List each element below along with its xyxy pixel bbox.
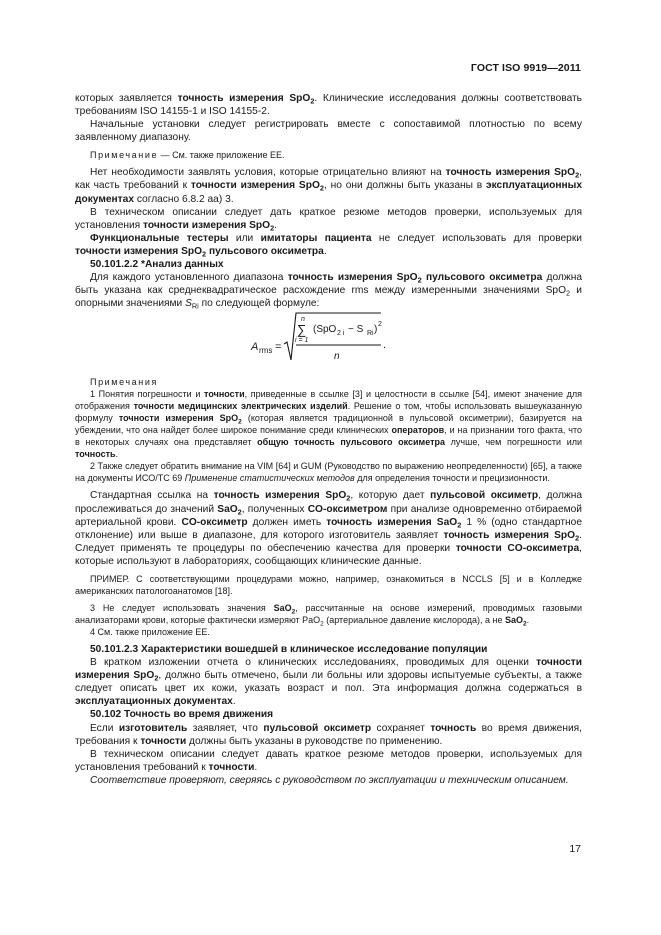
notes-heading: Примечания [90,377,158,388]
paragraph-9: Если изготовитель заявляет, что пульсовой оксиметр сохраняет точность во время движения, требования к точности должны быть указаны в руководстве по применению. [75,722,582,747]
paragraph-6: Для каждого установленного диапазона точность измерения SpO$_2$ пульсового оксиметра должна быть указана как среднеквадратическое расхождение rms между измеренными значениями SpO$_2$ и опорными значениями $S_{Ri}$ по следующей формуле: [75,272,582,311]
paragraph-3: Нет необходимости заявлять условия, которые отрицательно влияют на точность измерения SpO$_2$, как часть требований к точности измерения SpO$_2$, но они должны быть указаны в эксплуатационных документах согласно 6.8.2 аа) 3. [75,167,582,205]
sum-sign: ∑ [297,322,307,338]
paragraph-8: В кратком изложении отчета о клинических исследованиях, проводимых для оценки точности измерения SpO$_2$, должно быть отмечено, были ли больны или здоровы испытуемые субъекты, а также следует описать цвет их кожи, указать возраст и пол. Эта информация должна содержаться в эксплуатационных документах. [75,657,582,708]
note-item-1: 1 Понятия погрешности и точности, приведенные в ссылке [3] и целостности в ссылке [54], имеют значение для отображения точности медицинских электрических изделий. Решение о том, чтобы использовать вышеуказанную формулу точности измерения SpO$_2$ (которая является традиционной в пульсовой оксиметрии), базируется на убеждении, что она найдет более широкое понимание среди клинических операторов, и на признании того факта, что в некоторых случаях она представляет общую точность пульсового оксиметра лучше, чем погрешности или точность. [75,389,583,460]
page-number: 17 [569,843,581,855]
paragraph-4: В техническом описании следует дать краткое резюме методов проверки, используемых для установления точности измерения SpO$_2$. [75,206,582,233]
heading-50-101-2-3: 50.101.2.3 Характеристики вошедшей в клиническое исследование популяции [90,643,488,655]
sum-upper: n [301,316,305,324]
heading-50-102: 50.102 Точность во время движения [90,709,274,721]
paragraph-7: Стандартная ссылка на точность измерения SpO$_2$, которую дает пульсовой оксиметр, должна прослеживаться до значений SaO$_2$, полученных CO-оксиметром при анализе одновременно отбираемой артериальной крови. CO-оксиметр должен иметь точность измерения SaO$_2$ 1 % (одно стандартное отклонение) или выше в диапазоне, для которого изготовитель заявляет точность измерения SpO$_2$. Следует применять те процедуры по обеспечению качества для проверки точности CO-оксиметра, которые используют в лабораториях, сообщающих клинические данные. [75,490,582,567]
document-code: ГОСТ ISO 9919—2011 [470,62,581,74]
formula-minus-s: − S [348,324,364,336]
note-item-3: 3 Не следует использовать значения SaO$_2$, рассчитанные на основе измерений, проводимых газовыми анализаторами крови, которые фактически измеряют PaO$_2$ (артериальное давление кислорода), а не SaO$_2$. [75,602,583,628]
formula-close: ) [374,324,378,336]
example: ПРИМЕР. С соответствующими процедурами можно, например, ознакомиться в NCCLS [5] и в Колледже американских патологоанатомов [18]. [75,573,582,596]
compliance-statement: Соответствие проверяют, сверяясь с руководством по эксплуатации и техническим описанием. [90,774,569,786]
sum-lower: i = 1 [295,337,309,345]
formula-term: (SpO [313,324,337,336]
rms-formula [75,310,582,376]
paragraph-1: которых заявляется точность измерения SpO$_2$. Клинические исследования должны соответствовать требованиям ISO 14155-1 и ISO 14155-2. [75,93,582,118]
paragraph-5: Функциональные тестеры или имитаторы пациента не следует использовать для проверки точности измерения SpO$_2$ пульсового оксиметра. [75,232,582,259]
heading-50-101-2-2: 50.101.2.2 *Анализ данных [90,259,224,271]
formula-power: 2 [378,321,382,329]
formula-end: . [383,339,387,352]
note-item-4: 4 См. также приложение ЕЕ. [90,626,210,637]
note-1: Примечание — См. также приложение ЕЕ. [90,150,285,161]
note-item-2: 2 Также следует обратить внимание на VIM [64] и GUM (Руководство по выражению неопределенности) [65], а также на документы ИСО/ТС 69 Применение статистических методов для определения точности и прецизионности. [75,461,582,484]
paragraph-2: Начальные установки следует регистрировать вместе с сопоставимой плотностью по всему заявленному диапазону. [75,119,582,144]
formula-equals: = [275,341,282,354]
formula-term-sub: 2 i [337,330,345,338]
page-content [75,92,582,787]
formula-lhs: A [251,341,259,354]
formula-denominator: n [334,351,340,363]
formula-lhs-sub: rms [259,346,273,356]
paragraph-10: В техническом описании следует давать краткое резюме методов проверки, используемых для установления требований к точности. [75,748,582,773]
formula-sr-sub: Ri [367,330,374,338]
